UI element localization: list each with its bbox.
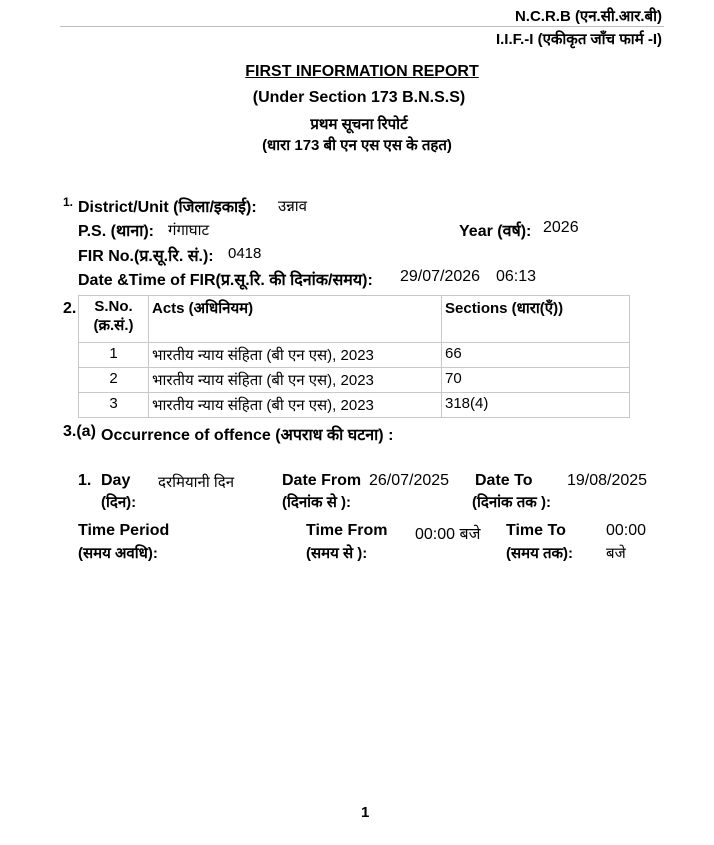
day-value: दरमियानी दिन xyxy=(158,474,235,491)
item2-number: 2. xyxy=(63,300,77,317)
time-to-value: 00:00 xyxy=(606,522,647,539)
table-header-row xyxy=(79,296,630,343)
report-title: FIRST INFORMATION REPORT xyxy=(245,63,479,80)
fir-label: FIR No.(प्र.सू.रि. सं.): xyxy=(78,248,214,265)
sno-cell: 2 xyxy=(79,368,149,393)
sno-header-hindi: (क्र.सं.) xyxy=(93,317,134,334)
fir-date-value: 29/07/2026 xyxy=(400,268,481,285)
sno-cell: 1 xyxy=(79,343,149,368)
acts-table xyxy=(78,295,630,418)
report-title-hindi: प्रथम सूचना रिपोर्ट xyxy=(310,116,408,133)
date-to-value: 19/08/2025 xyxy=(567,472,648,489)
district-value: उन्नाव xyxy=(278,198,307,215)
time-from-label: Time From xyxy=(306,522,388,539)
day-label-hindi: (दिन): xyxy=(101,494,137,511)
item3-number: 3.(a) xyxy=(63,423,96,440)
fir-datetime-label: Date &Time of FIR(प्र.सू.रि. की दिनांक/समय): xyxy=(78,272,373,289)
sno-header-label: S.No. xyxy=(94,298,133,315)
fir-time-value: 06:13 xyxy=(496,268,537,285)
date-from-hindi: (दिनांक से ): xyxy=(282,494,352,511)
page-number: 1 xyxy=(361,804,370,821)
header-divider xyxy=(60,26,664,27)
item1-number: 1. xyxy=(63,195,74,209)
district-label: District/Unit (जिला/इकाई): xyxy=(78,199,257,216)
report-section-hindi: (धारा 173 बी एन एस एस के तहत) xyxy=(262,137,452,154)
time-to-hindi: (समय तक): xyxy=(506,545,574,562)
table-row xyxy=(79,343,630,368)
date-from-label: Date From xyxy=(282,472,362,489)
header-iif: I.I.F.-I (एकीकृत जाँच फार्म -I) xyxy=(495,31,662,48)
time-period-hindi: (समय अवधि): xyxy=(78,545,158,562)
date-from-value: 26/07/2025 xyxy=(369,472,450,489)
sno-cell: 3 xyxy=(79,393,149,418)
table-row xyxy=(79,368,630,393)
date-to-hindi: (दिनांक तक ): xyxy=(472,494,551,511)
occurrence-sub-number: 1. xyxy=(78,472,92,489)
date-to-label: Date To xyxy=(475,472,533,489)
ps-label: P.S. (थाना): xyxy=(78,223,154,240)
sno-header xyxy=(79,296,149,343)
sections-header: Sections (धारा(एँ)) xyxy=(442,296,630,343)
time-to-label: Time To xyxy=(506,522,566,539)
time-to-unit: बजे xyxy=(606,545,626,562)
report-section: (Under Section 173 B.N.S.S) xyxy=(252,89,466,106)
header-ncrb: N.C.R.B (एन.सी.आर.बी) xyxy=(514,8,662,25)
year-label: Year (वर्ष): xyxy=(459,223,532,240)
section-cell: 66 xyxy=(442,343,630,368)
year-value: 2026 xyxy=(543,219,579,236)
act-cell: भारतीय न्याय संहिता (बी एन एस), 2023 xyxy=(149,343,442,368)
time-period-label: Time Period xyxy=(78,522,170,539)
time-from-value: 00:00 बजे xyxy=(415,526,481,543)
section-cell: 318(4) xyxy=(442,393,630,418)
act-cell: भारतीय न्याय संहिता (बी एन एस), 2023 xyxy=(149,368,442,393)
acts-header: Acts (अधिनियम) xyxy=(149,296,442,343)
act-cell: भारतीय न्याय संहिता (बी एन एस), 2023 xyxy=(149,393,442,418)
table-row xyxy=(79,393,630,418)
fir-value: 0418 xyxy=(228,245,262,262)
time-from-hindi: (समय से ): xyxy=(306,545,368,562)
section-cell: 70 xyxy=(442,368,630,393)
occurrence-label: Occurrence of offence (अपराध की घटना) : xyxy=(101,427,394,444)
day-label: Day xyxy=(101,472,131,489)
ps-value: गंगाघाट xyxy=(168,222,210,239)
